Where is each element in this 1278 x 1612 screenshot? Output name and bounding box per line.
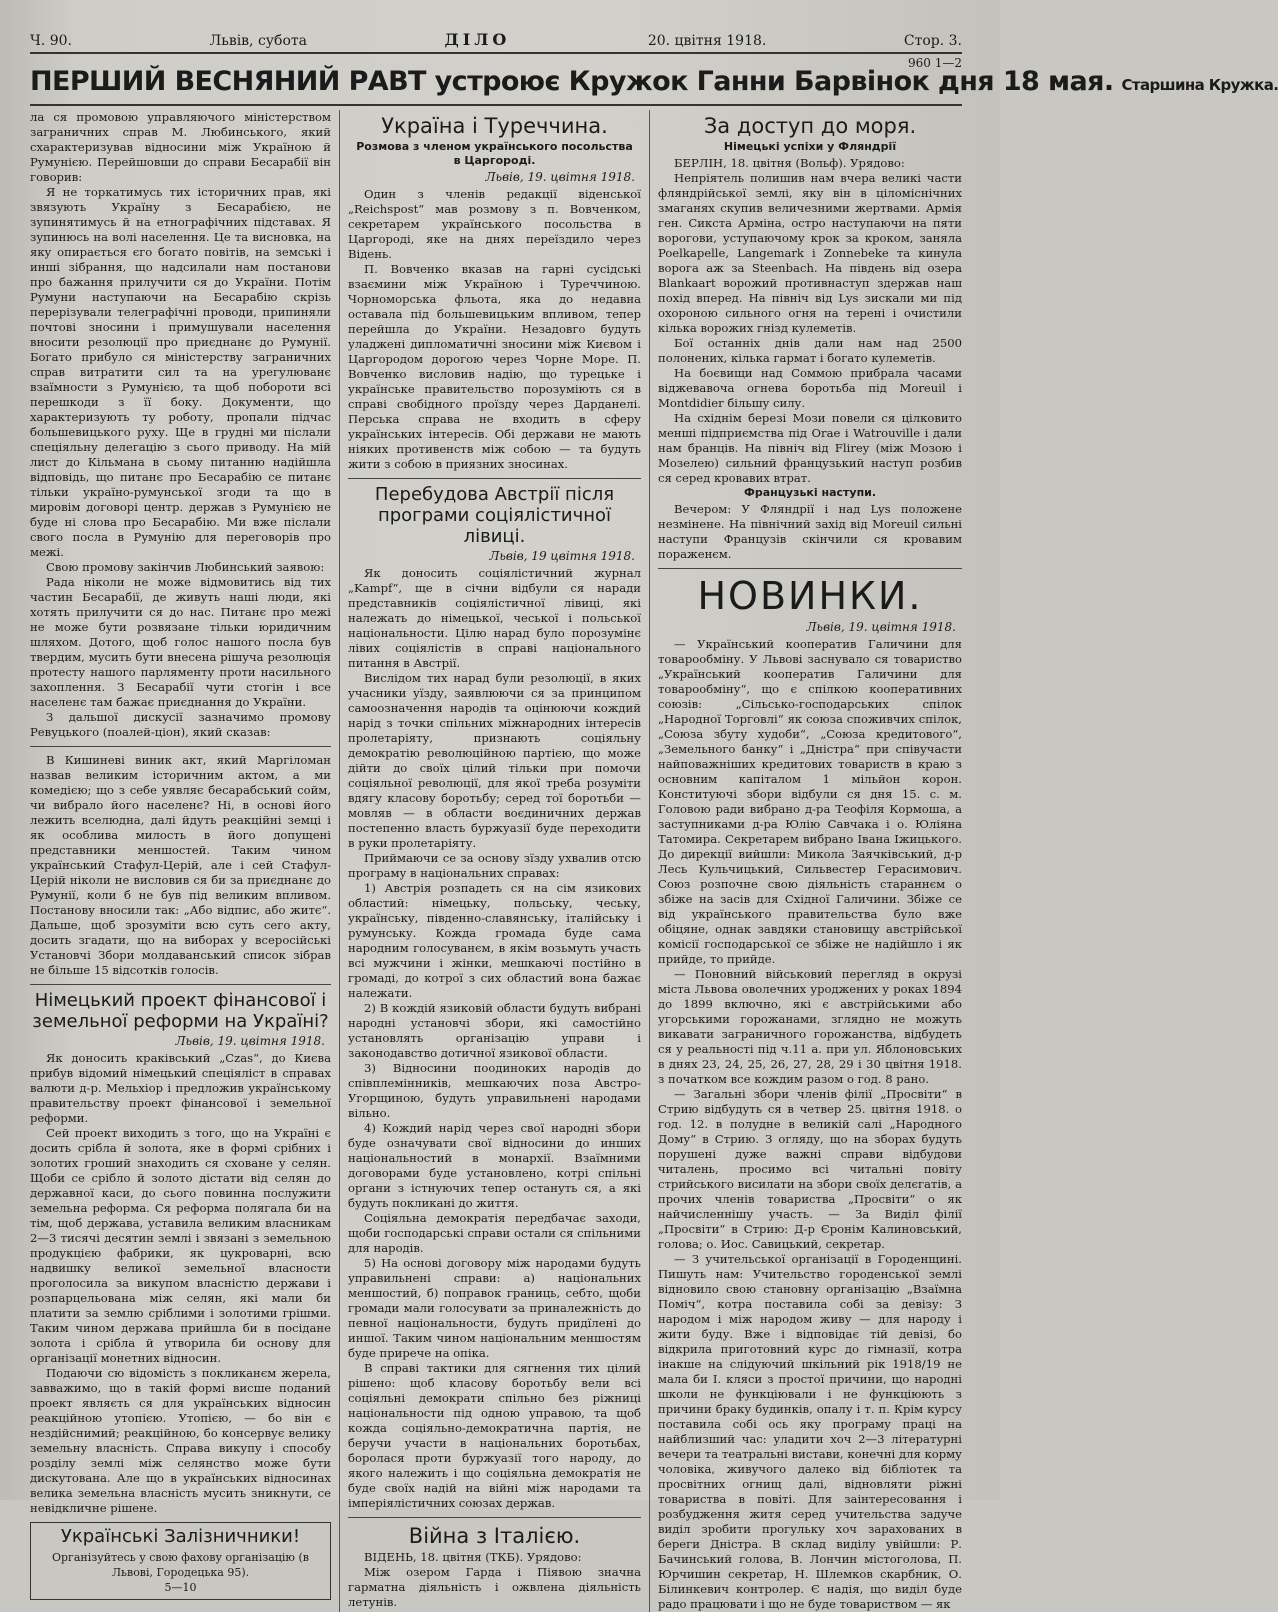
article-paragraph: Свою промову закінчив Любинський заявою: bbox=[30, 560, 331, 575]
column-2 bbox=[340, 110, 650, 1612]
news-item: — Український кооператив Галичини для товарообміну. У Львові заснувало ся товариство „Український кооператив Галичини для товарообміну“, що є спілкою кооперативних союзів: „Сільсько-господарських спілок „Народної Торговлі“ як союза споживчих спілок, „Союза збуту худоби“, „Союза кредитового“, „Земельного банку“ і „Дністра“ при співучасти найповажніших кредитових товариств в краю з основним капіталом 1 мільйон корон. Конституючі збори відбули ся дня 15. с. м. Головою ради вибрано д-ра Теофіля Кормоша, а заступниками д-ра Юлію Савчака і о. Юліяна Татомира. Секретарем вибрано Івана Іжицького. До дирекції вийшли: Микола Заячківський, д-р Лесь Кульчицький, Сильвестер Герасимович. Союз розпочне свою діяльність стараннєм о збіже на засів для Східної Галичини. Збіже се від українського правительства було вже обіцяне, однак завдяки становищу австрійської комісії господарської се збіже не надійшло і як прийде, то прийде. bbox=[658, 637, 962, 967]
news-item: — Поновний військовий перегляд в окрузі міста Львова оволечних уроджених у роках 1894 до 1899 включно, які є австрійськими або угорськими горожанами, зглядно не можуть викавати заграничного горожанства, відбудеть ся у реальності під ч.11 а. при ул. Яблоновських в днях 23, 24, 25, 26, 27, 28, 29 і 30 цвітня 1918. з початком все кождим разом о год. 8 рано. bbox=[658, 967, 962, 1087]
divider bbox=[348, 478, 641, 479]
article-paragraph: 4) Кождий нарід через свої народні збори буде означувати свої відносини до инших національностий в монархії. Взаїмними договорами буде установлено, котрі спільні органи з істнуючих тепер остануть ся, а які будуть покликані до життя. bbox=[348, 1121, 641, 1211]
article-paragraph: З дальшої дискусії зазначимо промову Ревуцького (поалей-ціон), який сказав: bbox=[30, 710, 331, 740]
masthead bbox=[30, 30, 962, 54]
article-paragraph: 1) Австрія розпадеть ся на сім язикових областий: німецьку, польську, чеську, українську, південно-славянську, італійську і румунську. Кожда громада буде сама народним голосуванєм, в якім возьмуть участь всі мужчини і жінки, мешкаючі постійно в громаді, до котрої з сих областий вона бажає належати. bbox=[348, 881, 641, 1001]
divider bbox=[658, 568, 962, 569]
article-paragraph: Подаючи сю відомість з покликанєм жерела, завважимо, що в такій формі висше поданий проект являєть ся для українських відносин реакційною утопією. Утопією, — бо він є нездійснимий; реакційною, бо консервує велику земельну власність. Справа викупу і способу розділу землі між селянство може бути дискутована. Але що в українських відносинах велика земельна власність мусить зникнути, се невідкличне рішене. bbox=[30, 1366, 331, 1516]
article-paragraph: Один з членів редакції віденської „Reichspost“ мав розмову з п. Вовченком, секретарем українського посольства в Царгороді, яке на днях переїздило через Відень. bbox=[348, 187, 641, 262]
article-paragraph: В справі тактики для сягнення тих цілий рішено: щоб класову боротьбу вели всі соціяльні демократи спільно без ріжниці національности під одною управою, та щоб кожда соціяльно-демократична партія, не беручи участи в національних боротьбах, боролася проти буржуазії того народу, до якого належить і що соціяльна демократія не буде своїх надій на війні між народами та імперіялістичних союзах держав. bbox=[348, 1361, 641, 1511]
issue-date: 20. цвітня 1918. bbox=[648, 33, 767, 49]
article-title: Україна і Туреччина. bbox=[348, 114, 641, 138]
news-item: — З учительської організації в Городенщині. Пишуть нам: Учительство городенської землі відновило свою становну організацію „Взаїмна Поміч“, котра поставила собі за девізу: З народом і між народом живу — для народу і жити буду. Вже і відповідає тій девізі, бо відкрила приготовний курс до гімназії, котра інакше на слідуючий шкільний рік 1918/19 не мала би І. кляси з простої причини, що народні школи не функціювали і не функціюють з причини браку будинків, опалу і т. п. Крім курсу поставила собі ось яку програму праці на найблизший час: уладити хоч 2—3 літературні вечери та театральні вистави, конечні для корму чоловіка, живучого далеко від бібліотек та просвітних огнищ далі, відновляти ріжні товариства в повіті. Для заінтересовання і розбудження житя серед учительства задуче виділ зробити прогульку хоч зарахованих в береги Дністра. В склад виділу увійшли: Р. Бачинський голова, В. Лончин містоголова, П. Юрчишин секретар, Н. Шлемков скарбник, О. Білинкевич контролер. Є надія, що виділ буде радо працювати і що не буде товариством — як bbox=[658, 1252, 962, 1612]
article-subtitle: Розмова з членом українського посольства в Царгороді. bbox=[352, 140, 637, 168]
banner-text: ПЕРШИЙ ВЕСНЯНИЙ РАВТ устроює Кружок Ганни Барвінок дня 18 мая. bbox=[30, 66, 1114, 97]
banner-signature: Старшина Кружка. bbox=[1122, 76, 1278, 94]
article-paragraph: 5) На основі договору між народами будуть управильнені справи: а) національних меншостий, б) поправок границь, себто, щоби громади мали голосувати за приналежність до певної національности, будуть придїлені до иншої. Таким чином національним меншостям буде прирече на опіка. bbox=[348, 1256, 641, 1361]
column-3 bbox=[650, 110, 962, 1612]
railway-workers-ad bbox=[30, 1522, 331, 1600]
article-paragraph: Бої останніх днів дали нам над 2500 полонених, кілька гармат і богато кулеметів. bbox=[658, 336, 962, 366]
section-title: НОВИНКИ. bbox=[658, 575, 962, 619]
columns bbox=[30, 110, 962, 1612]
issue-number: Ч. 90. bbox=[30, 33, 72, 49]
article-paragraph: Непріятель полишив нам вчера великі части фляндрійської землі, яку він в ціломіснічних змаганях скупив величезними жертвами. Армія ген. Сикста Арміна, остро наступаючи на пяти ворогови, уступаючому крок за кроком, заняла Poelkapelle, Langemark і Zonnebeke та кинула ворога аж за Steenbach. На південь від озера Blankaart ворожий противнаступ здержав наш похід вперед. На північ від Lys зискали ми під охороною сильного огня на терені і очистили кілька ворожих гнізд кулеметів. bbox=[658, 171, 962, 336]
dateline: Львів, 19. цвітня 1918. bbox=[30, 1034, 325, 1048]
article-paragraph: ла ся промовою управляючого міністерством заграничних справ М. Любинського, який схарактеризував відносини між Україною й Румунією. Перейшовши до справи Бесарабії він говорив: bbox=[30, 110, 331, 185]
article-title: За доступ до моря. bbox=[658, 114, 962, 138]
column-1 bbox=[30, 110, 340, 1612]
article-paragraph: На боєвищи над Соммою прибрала часами віджевавоча огнева боротьба під Moreuil і Montdidier більшу силу. bbox=[658, 366, 962, 411]
article-paragraph: Я не торкатимусь тих історичних прав, які звязують Україну з Бесарабією, не зупинятимусь й на етнографічних підставах. Я зупинюсь на волі населення. Це та висновка, на яку опирається єго богато повітів, на земські і инші зібрання, що надсилали нам постанови про бажання прилучити ся до України. Потім Румуни наступаючи на Бесарабію скрізь перерізували телеграфічні проводи, припиняли почтові зносини і примушували населення вносити резолюції про приєднанє до Румунії. Богато прибуло ся міністерству заграничних справ витратити сил та на урегулюванє взаїмности з Румунією, та щоб побороти всі перешкоди з її боку. Документи, що характеризують ту роботу, пропали підчас большевицького руху. Ще в грудні ми післали спеціяльну делегацію з сього приводу. На мій лист до Кільмана в сьому питанню надійшла відповідь, що питанє про Бесарабію се питанє тільки україно-румунської згоди та що в мировім договорі центр. держав з Румунією не буде ні слова про Бесарабію. Ми вже післали свого посла в Румунію для переговорів про межі. bbox=[30, 185, 331, 560]
dateline: Львів, 19. цвітня 1918. bbox=[658, 620, 956, 634]
divider bbox=[348, 1517, 641, 1518]
article-paragraph: Між озером Гарда і Піявою значна гарматна діяльність і ожвлена діяльність летунів. bbox=[348, 1565, 641, 1610]
banner-code: 960 1—2 bbox=[908, 56, 962, 70]
banner-title bbox=[30, 66, 1278, 97]
dateline: Львів, 19. цвітня 1918. bbox=[348, 170, 635, 184]
article-paragraph: В Кишиневі виник акт, який Маргіломан назвав великим історичним актом, а ми комедією; що з себе уявляє бесарабський сойм, чи вибрало його населенє? Ні, в основі його лежить вселюдна, далі йдуть реакційні земці і як особлива милость в його допущені представники меншостей. Таким чином український Стафул-Церій, але і сей Стафул-Церій ніколи не висловив ся би за приєднанє до Румунії, коли б не був під великим впливом. Постанову вносили так: „Або відпис, або житє“. Дальше, щоб зрозуміти всю суть сего акту, досить згадати, що на виборах у всеросійські Установчі Збори молдаванський список зібрав не більше 15 відсотків голосів. bbox=[30, 753, 331, 978]
article-paragraph: Вислідом тих нарад були резолюції, в яких учасники уїзду, заявлюючи ся за принципом самоозначення народів та оцінюючи кождий нарід з точки спільних міжнародних інтересів пролетаріяту, признають соціяльну демократію революційною партією, що може дійти до своїх цілий тільки при помочи соціяльної революції, для якої треба розуміти вдягу класову боротьбу; серед тої боротьби — мовляв — в области воєдиничних держав постепенно власть буржуазії буде переходити в руки пролетаріяту. bbox=[348, 671, 641, 851]
article-paragraph: БЕРЛІН, 18. цвітня (Вольф). Урядово: bbox=[658, 156, 962, 171]
article-paragraph: Як доносить краківський „Czas“, до Києва прибув відомий німецький спеціяліст в справах валюти д-р. Мельхіор і предложив українському правительству проект фінансової і земельної реформи. bbox=[30, 1051, 331, 1126]
article-paragraph: 2) В кождій язиковій области будуть вибрані народні установчі збори, які самостійно установлять організацію управи і законодавство дотичної язикової области. bbox=[348, 1001, 641, 1061]
article-paragraph: П. Вовченко вказав на гарні сусідські взаємини між Україною і Туреччиною. Чорноморська фльота, яка до недавна оставала під большевицьким впливом, тепер перейшла до України. Незадовго будуть уладжені дипломатичні зносини між Києвом і Царгородом дорогою через Чорне Море. П. Вовченко висловив надію, що турецьке і українське правительство порозуміють ся в справі свобідного проїзду через Дарданелі. Перська справа не входить в сферу українських інтересів. Обі держави не мають ніяких противенств між собою — та будуть жити з собою в приязних зносинах. bbox=[348, 262, 641, 472]
article-title: Німецький проект фінансової і земельної реформи на Україні? bbox=[30, 991, 331, 1032]
banner-ad bbox=[30, 54, 962, 106]
dateline: Львів, 19 цвітня 1918. bbox=[348, 549, 635, 563]
divider bbox=[30, 746, 331, 747]
article-subtitle: Німецькі успіхи у Фляндрії bbox=[662, 140, 958, 154]
article-paragraph: Соціяльна демократія передбачає заходи, щоби господарські справи остали ся спільними для народів. bbox=[348, 1211, 641, 1256]
article-title: Перебудова Австрії після програми соціялістичної лівиці. bbox=[348, 485, 641, 547]
place-day: Львів, субота bbox=[210, 33, 307, 49]
article-paragraph: Сей проект виходить з того, що на Україні є досить срібла й золота, яке в формі срібних і золотих гроший знаходить ся сховане у селян. Щоби се срібло й золото дістати від селян до державної каси, до сього повинна послужити земельна реформа. Ся реформа полягала би на тім, щоб держава, уставила великим власникам 2—3 тисячі десятин землі і звязані з земельною продукцією фабрики, як цукроварні, всю надвишку великої земельної власности проголосила за викупом власністю держави і розпарцельована між селян, які мали би платити за землю сріблими і золотими грішми. Таким чином держава прийшла би в посідане золота і срібла й утворила би основу для організації монетних відносин. bbox=[30, 1126, 331, 1366]
article-subtitle: Французькі наступи. bbox=[662, 486, 958, 500]
article-title: Війна з Італією. bbox=[348, 1524, 641, 1548]
article-paragraph: Вечером: У Фляндрії і над Lys положене незмінене. На північний захід від Moreuil сильні наступи Французів скінчили ся кровавим пораженєм. bbox=[658, 502, 962, 562]
news-item: — Загальні збори членів філії „Просвіти“ в Стрию відбудуть ся в четвер 25. цвітня 1918. о год. 12. в полудне в великій салі „Народного Дому“ в Стрию. З огляду, що на зборах будуть порушені дуже важні справи відбудови читалень, просимо всі читальні повіту стрийського висилати на збори своїх делєгатів, а прочих членів товариства „Просвіти“ о як найчисленнішу участь. — За Виділ філії „Просвіти“ в Стрию: Д-р Єронім Калиновський, голова; о. Иос. Савицький, секретар. bbox=[658, 1087, 962, 1252]
article-paragraph: Приймаючи се за основу зїзду ухвалив отсю програму в національних справах: bbox=[348, 851, 641, 881]
ad-text: Організуйтесь у свою фахову організацію (в Львові, Городецька 95). bbox=[37, 1550, 324, 1580]
article-paragraph: 3) Відносини поодиноких народів до співплемінників, мешкаючих поза Австро-Угорщиною, будуть управильнені народами вільно. bbox=[348, 1061, 641, 1121]
article-paragraph: На східнім березі Мози повели ся цілковито менші підприємства під Orae і Watrouville і дали нам бранців. На північ від Flirey (між Мозою і Мозелею) сильний французький наступ розбив ся серед кровавих втрат. bbox=[658, 411, 962, 486]
paper-name: ДІЛО bbox=[445, 30, 511, 49]
page-number: Стор. 3. bbox=[904, 33, 962, 49]
article-paragraph: Рада ніколи не може відмовитись від тих частин Бесарабії, де живуть наші люди, які хотять прилучити ся до нас. Питанє про межі не може бути розвязане тільки юридичним шляхом. Дотого, щоб голос нашого посла був твердим, мусить бути внесена рішуча резолюція протесту нашого парляменту проти насильного захоплення. З Бесарабії чути стогін і все населенє там бажає приєднання до України. bbox=[30, 575, 331, 710]
article-paragraph: ВІДЕНЬ, 18. цвітня (ТКБ). Урядово: bbox=[348, 1550, 641, 1565]
ad-title: Українські Залізничники! bbox=[37, 1527, 324, 1548]
ad-code: 5—10 bbox=[37, 1580, 324, 1595]
divider bbox=[30, 984, 331, 985]
article-paragraph: Як доносить соціялістичний журнал „Kampf“, ще в січни відбули ся наради представників соціялістичної лівиці, які належать до німецької, чеської і польської національности. Цілю нарад було порозумінє лівих соціялістів в справі національного питання в Австрії. bbox=[348, 566, 641, 671]
